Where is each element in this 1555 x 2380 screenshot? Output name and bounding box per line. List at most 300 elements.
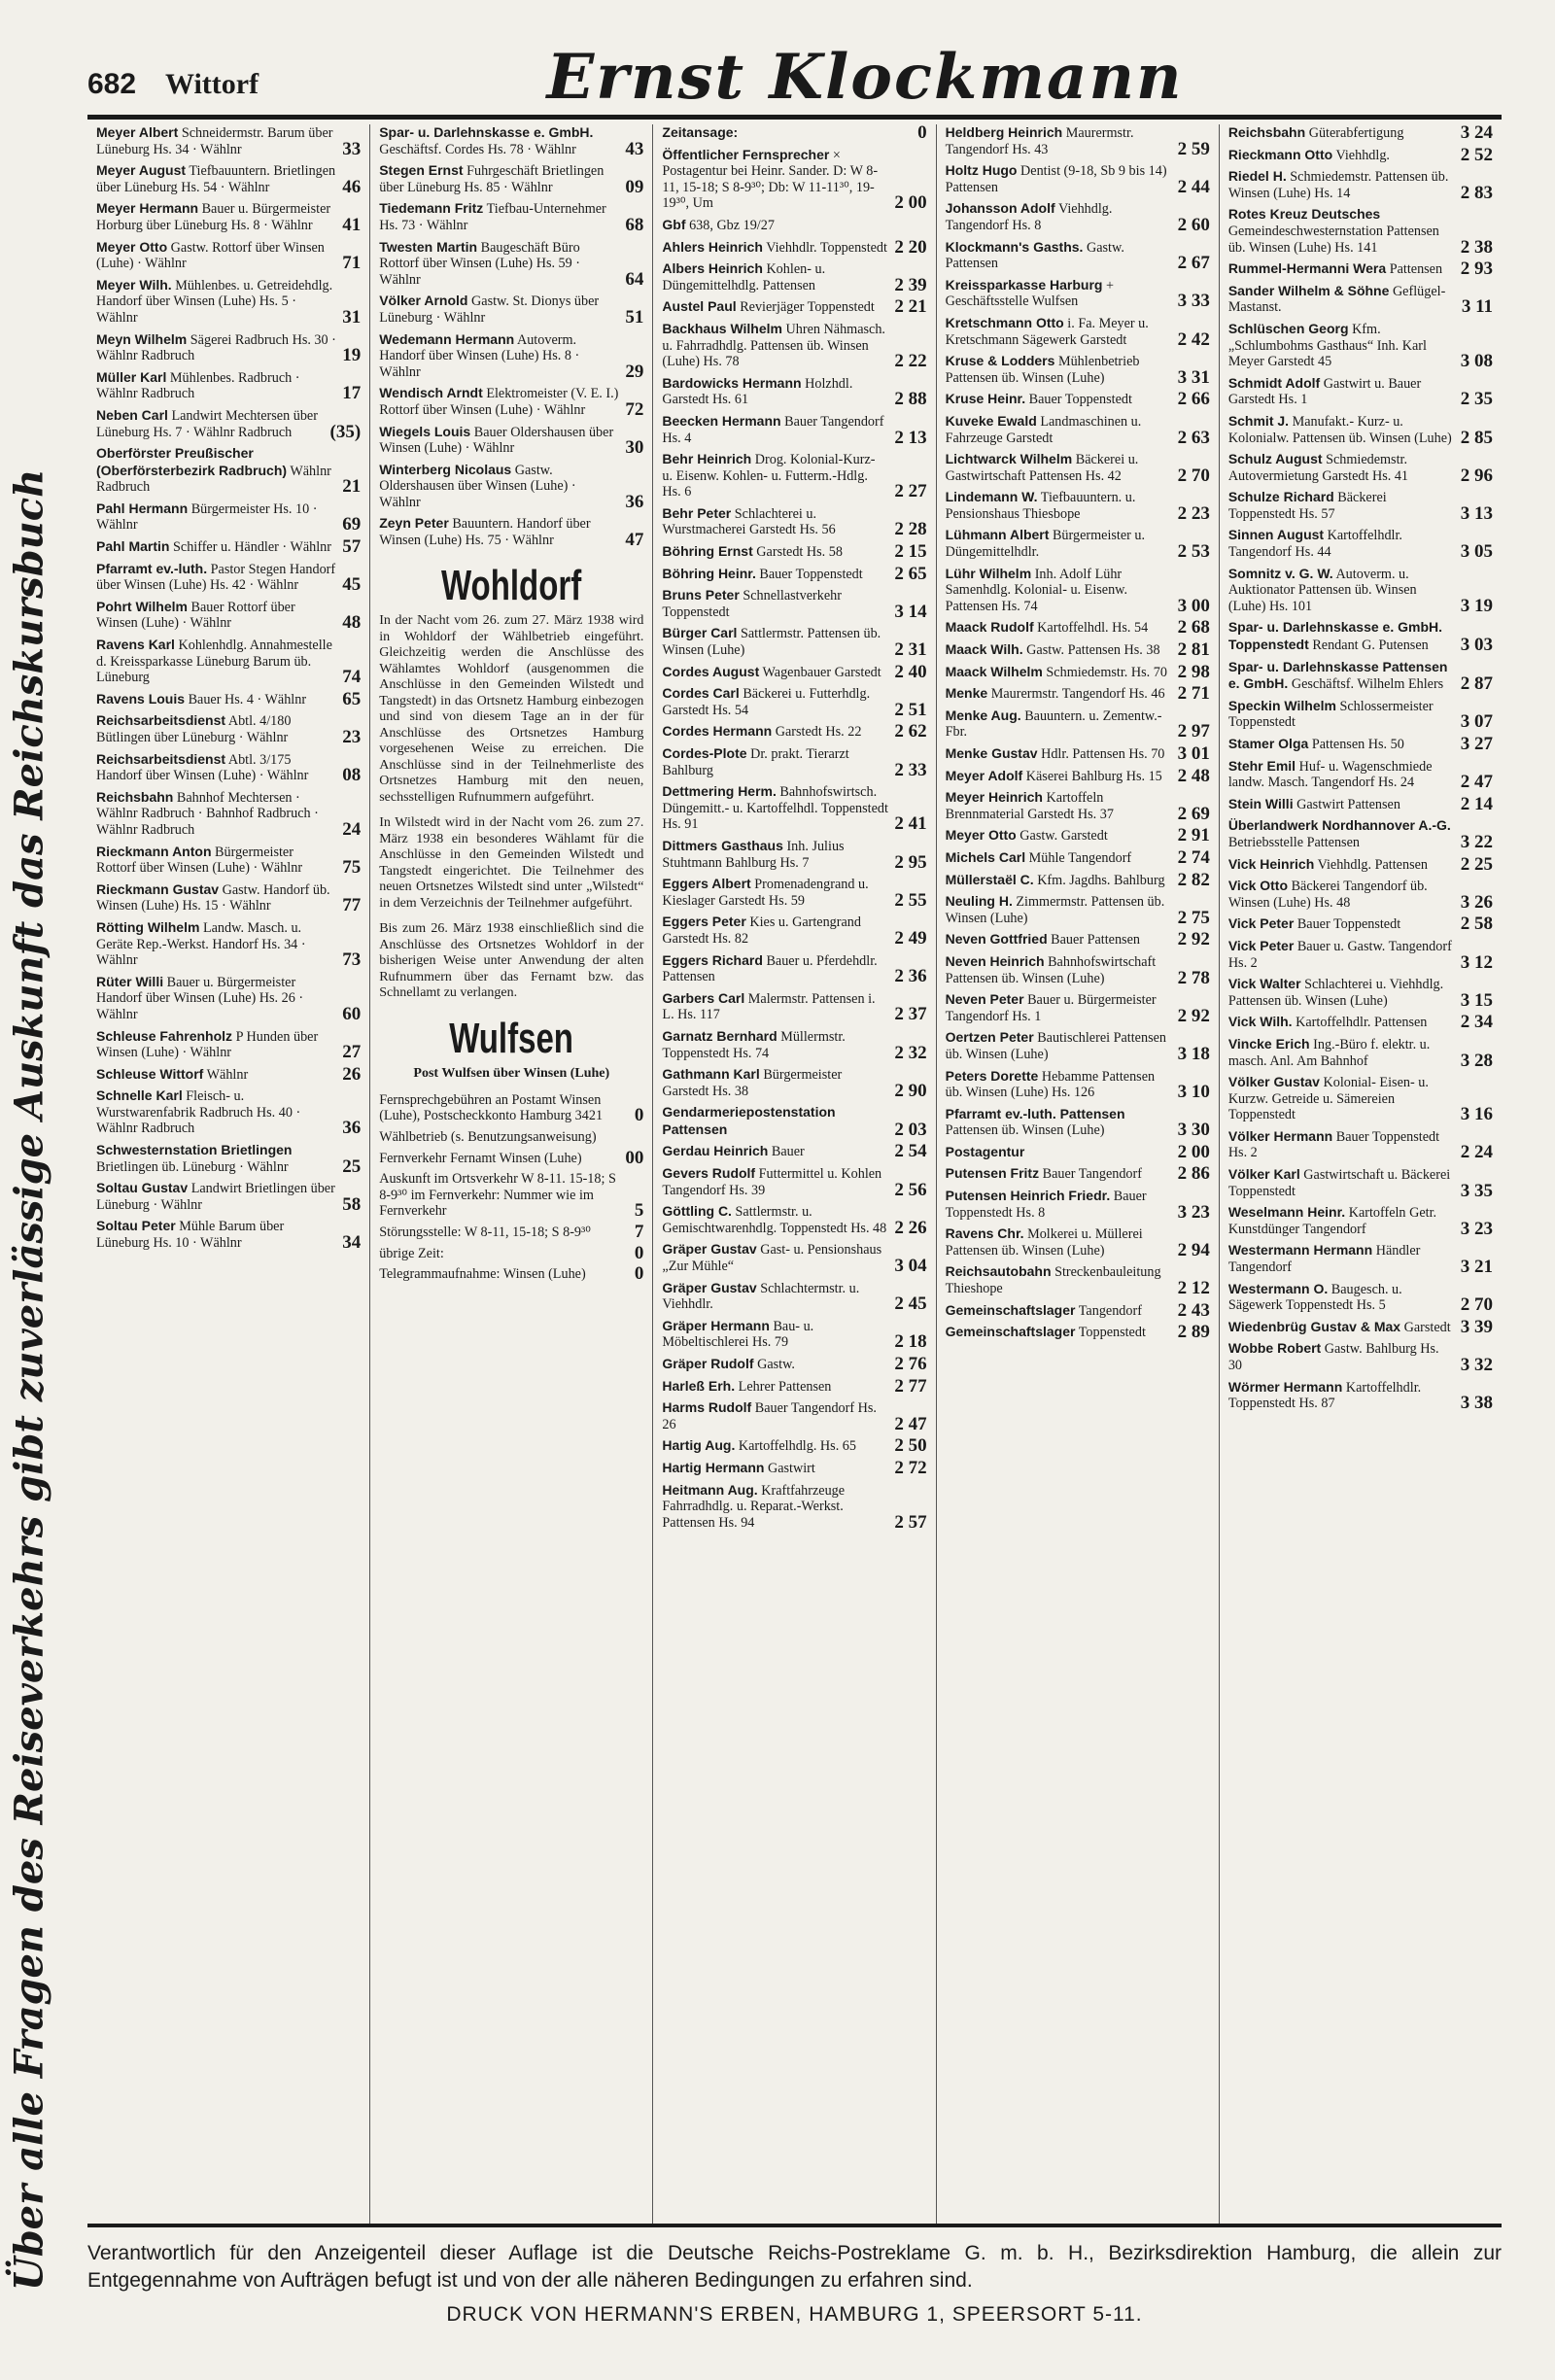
entry-details: Pastor Stegen Handorf über Winsen (Luhe) Hs. 42 · Wählnr <box>96 561 336 594</box>
entry-details: Baugeschäft Büro Rottorf über Winsen (Luhe) Hs. 59 · Wählnr <box>379 239 581 288</box>
entry-text <box>946 353 1172 386</box>
entry-details: Gastwirt <box>767 1460 815 1476</box>
entry-details: Wagenbauer Garstedt <box>762 664 881 680</box>
entry-details: Dr. prakt. Tierarzt Bahlburg <box>662 746 849 778</box>
entry-phone-number: 2 78 <box>1177 967 1210 988</box>
entry-text <box>96 331 336 364</box>
entry-phone-number: 2 76 <box>894 1354 927 1374</box>
entry-name: Soltau Gustav <box>96 1180 189 1196</box>
directory-entry <box>1228 878 1493 911</box>
entry-name: Kruse Heinr. <box>945 391 1026 407</box>
entry-text <box>662 1203 888 1236</box>
entry-details: Bauer u. Gastw. Tangendorf Hs. 2 <box>1227 938 1452 971</box>
entry-name: Eggers Richard <box>662 951 763 968</box>
entry-phone-number: 77 <box>342 895 362 916</box>
entry-name: Hartig Hermann <box>662 1459 765 1475</box>
entry-phone-number: 2 49 <box>894 927 927 949</box>
directory-entry <box>946 619 1210 637</box>
entry-text <box>1228 1204 1455 1237</box>
entry-text <box>1228 1319 1455 1336</box>
entry-details: Gastw. <box>757 1357 795 1372</box>
entry-details: Bürgermeister u. Düngemittelhdlr. <box>945 528 1146 561</box>
directory-entry <box>946 353 1210 386</box>
entry-text <box>379 1246 629 1262</box>
entry-details: i. Fa. Meyer u. Kretschmann Sägewerk Garstedt <box>945 315 1149 348</box>
entry-details: Kfm. Jagdhs. Bahlburg <box>1037 872 1165 888</box>
entry-name: Schwesternstation Brietlingen <box>96 1142 293 1158</box>
entry-phone-number: 3 21 <box>1460 1257 1494 1278</box>
entry-details: Mühlenbetrieb Pattensen üb. Winsen (Luhe) <box>945 354 1140 386</box>
directory-entry <box>946 707 1210 741</box>
entry-details: Bauer Pattensen <box>1051 932 1140 949</box>
directory-entry <box>946 277 1210 310</box>
directory-entry <box>1227 1316 1494 1337</box>
entry-text <box>662 664 888 681</box>
entry-name: Vick Walter <box>1227 976 1301 992</box>
directory-entry <box>662 1399 926 1432</box>
entry-details: Zimmermstr. Pattensen üb. Winsen (Luhe) <box>945 894 1165 926</box>
entry-details: Kies u. Gartengrand Garstedt Hs. 82 <box>662 914 861 947</box>
entry-details: Malermstr. Pattensen i. L. Hs. 117 <box>662 990 876 1023</box>
entry-name: Meyer Otto <box>945 827 1017 844</box>
entry-phone-number: 3 19 <box>1460 595 1494 616</box>
entry-text <box>379 385 619 418</box>
entry-text <box>946 200 1172 233</box>
directory-entry <box>1227 793 1494 814</box>
entry-phone-number: 2 32 <box>894 1042 927 1063</box>
entry-phone-number: 2 69 <box>1177 803 1210 824</box>
entry-details: Gastw. Rottorf über Winsen (Luhe) · Wählnr <box>96 239 325 272</box>
directory-entry <box>1227 144 1494 165</box>
entry-name: Soltau Peter <box>96 1218 176 1234</box>
directory-entry <box>946 391 1210 408</box>
entry-details: Bauer Toppenstedt <box>1296 916 1401 933</box>
entry-phone-number: 3 08 <box>1460 351 1494 372</box>
entry-details: Viehhdlr. Toppenstedt <box>766 239 887 256</box>
directory-entry <box>1228 206 1493 256</box>
entry-phone-number: 2 63 <box>1177 427 1210 448</box>
entry-phone-number: 2 13 <box>894 427 927 448</box>
entry-text <box>662 147 888 212</box>
entry-text <box>946 619 1172 637</box>
entry-details: Fernverkehr Fernamt Winsen (Luhe) <box>379 1150 582 1166</box>
entry-name: Somnitz v. G. W. <box>1227 565 1333 581</box>
entry-phone-number: 2 65 <box>894 563 927 584</box>
directory-entry <box>379 424 643 457</box>
entry-name: Meyer Wilh. <box>96 276 172 293</box>
entry-name: Rotes Kreuz Deutsches <box>1227 206 1381 223</box>
entry-name: Lindemann W. <box>945 489 1038 505</box>
directory-columns <box>87 124 1502 2224</box>
entry-name: Stein Willi <box>1227 795 1294 811</box>
directory-entry <box>662 1143 926 1160</box>
entry-name: Putensen Heinrich Friedr. <box>945 1188 1111 1204</box>
entry-phone-number: 34 <box>342 1232 362 1254</box>
entry-name: Spar- u. Darlehnskasse e. GmbH. <box>379 124 594 140</box>
entry-phone-number: 41 <box>342 214 362 235</box>
entry-phone-number: 2 71 <box>1177 683 1210 705</box>
entry-phone-number: 3 14 <box>894 601 927 622</box>
entry-details: Inh. Adolf Lühr Samenhdlg. Kolonial- u. Eisenw. Pattensen Hs. 74 <box>945 566 1128 614</box>
entry-text <box>662 685 888 718</box>
directory-entry <box>379 200 643 233</box>
directory-entry <box>662 321 926 370</box>
entry-phone-number: 21 <box>342 476 362 498</box>
directory-column-2 <box>370 124 653 2224</box>
entry-name: Backhaus Wilhelm <box>662 320 782 336</box>
entry-phone-number: 2 87 <box>1460 673 1494 695</box>
directory-entry <box>379 1129 643 1146</box>
directory-entry <box>96 844 361 877</box>
entry-name: Garbers Carl <box>662 989 745 1006</box>
directory-column-5 <box>1220 124 1502 2224</box>
entry-details: Bautischlerei Pattensen üb. Winsen (Luhe) <box>945 1030 1166 1062</box>
directory-entry <box>1228 260 1493 278</box>
entry-phone-number: 43 <box>625 138 644 159</box>
entry-phone-number: 2 96 <box>1460 465 1494 486</box>
directory-entry <box>946 1068 1210 1101</box>
entry-text <box>379 162 619 195</box>
entry-name: Cordes August <box>662 663 760 679</box>
entry-phone-number: 7 <box>634 1222 644 1242</box>
entry-text <box>1228 976 1455 1009</box>
directory-entry <box>662 1457 927 1478</box>
entry-name: Neven Peter <box>945 991 1024 1008</box>
entry-details: Tiefbauuntern. Brietlingen über Lüneburg Hs. 54 · Wählnr <box>96 163 336 195</box>
entry-details: Gastw. Handorf üb. Winsen (Luhe) Hs. 15 · Wählnr <box>96 881 330 914</box>
directory-entry <box>946 641 1210 659</box>
entry-text <box>662 1143 888 1160</box>
entry-text <box>96 712 336 745</box>
directory-entry <box>662 543 926 561</box>
entry-phone-number: (35) <box>329 421 362 442</box>
entry-text <box>96 1087 336 1137</box>
entry-phone-number: 2 22 <box>894 351 927 372</box>
directory-entry <box>662 876 926 909</box>
entry-phone-number: 2 48 <box>1177 765 1210 786</box>
entry-text <box>1228 796 1455 813</box>
entry-name: Menke <box>945 685 988 702</box>
entry-phone-number: 2 12 <box>1177 1278 1210 1299</box>
directory-entry <box>662 505 926 538</box>
entry-text <box>96 637 336 686</box>
directory-entry <box>662 217 926 234</box>
directory-entry <box>662 1028 926 1061</box>
entry-phone-number: 3 27 <box>1460 734 1494 754</box>
directory-entry <box>662 451 926 500</box>
directory-entry <box>96 500 361 534</box>
entry-text <box>946 1144 1172 1161</box>
directory-entry <box>379 385 643 418</box>
entry-text <box>662 124 912 142</box>
entry-phone-number: 2 23 <box>1177 502 1210 524</box>
directory-entry <box>1228 698 1493 731</box>
entry-name: Gevers Rudolf <box>662 1165 756 1182</box>
entry-details: Kartoffelhdl. Hs. 54 <box>1037 620 1149 637</box>
entry-phone-number: 2 15 <box>894 541 927 563</box>
entry-details: Schmiedemstr. Hs. 70 <box>1046 664 1167 680</box>
entry-text <box>946 277 1172 310</box>
entry-phone-number: 60 <box>342 1003 362 1024</box>
entry-text <box>946 1106 1172 1139</box>
directory-entry <box>662 587 926 620</box>
directory-entry <box>946 1106 1210 1139</box>
entry-name: Zeitansage: <box>662 124 739 140</box>
entry-phone-number: 3 13 <box>1460 502 1494 524</box>
entry-phone-number: 30 <box>625 437 644 459</box>
entry-phone-number: 2 25 <box>1460 853 1494 875</box>
entry-phone-number: 31 <box>342 306 362 328</box>
entry-name: Sander Wilhelm & Söhne <box>1227 282 1390 298</box>
entry-phone-number: 2 92 <box>1177 1005 1210 1026</box>
entry-name: Zeyn Peter <box>379 515 449 532</box>
entry-name: Völker Gustav <box>1227 1074 1320 1090</box>
directory-entry <box>96 1087 361 1137</box>
directory-entry <box>1228 1281 1493 1314</box>
entry-details: Kartoffelhdlr. Pattensen <box>1296 1015 1428 1031</box>
entry-name: Schleuse Wittorf <box>96 1065 204 1082</box>
directory-entry <box>946 315 1210 348</box>
entry-name: Peters Dorette <box>945 1067 1039 1084</box>
entry-phone-number: 3 10 <box>1177 1082 1210 1103</box>
entry-text <box>662 566 888 583</box>
entry-phone-number: 2 47 <box>1460 772 1494 793</box>
entry-text <box>662 1066 888 1099</box>
entry-details: Ing.-Büro f. elektr. u. masch. Anl. Am Bahnhof <box>1227 1036 1431 1069</box>
entry-name: Überlandwerk Nordhannover A.-G. <box>1227 817 1451 834</box>
entry-details: Bauer Toppenstedt <box>1028 392 1132 408</box>
entry-phone-number: 2 44 <box>1177 176 1210 197</box>
entry-text <box>946 566 1172 615</box>
directory-entry <box>662 1203 926 1236</box>
entry-details: Landmaschinen u. Fahrzeuge Garstedt <box>945 413 1142 446</box>
entry-text <box>662 1399 888 1432</box>
entry-name: Stehr Emil <box>1227 757 1296 774</box>
entry-phone-number: 2 57 <box>894 1511 927 1533</box>
directory-entry <box>96 1028 361 1061</box>
entry-phone-number: 3 26 <box>1460 891 1494 913</box>
directory-entry <box>379 239 643 289</box>
entry-name: Pohrt Wilhelm <box>96 598 188 614</box>
entry-phone-number: 2 70 <box>1177 465 1210 486</box>
entry-name: Weselmann Heinr. <box>1227 1204 1346 1221</box>
entry-text <box>96 162 336 195</box>
entry-details: Bauer Hs. 4 · Wählnr <box>188 691 307 707</box>
directory-entry <box>379 1224 643 1241</box>
entry-text <box>946 413 1172 446</box>
entry-details: Bauer <box>771 1144 805 1160</box>
directory-entry <box>1228 659 1493 693</box>
directory-entry <box>96 789 361 839</box>
directory-entry <box>946 1324 1210 1341</box>
entry-text <box>1228 206 1455 256</box>
entry-text <box>946 827 1172 845</box>
entry-phone-number: 2 40 <box>894 661 927 682</box>
entry-name: Gbf <box>662 216 686 232</box>
entry-name: Reichsbahn <box>96 788 174 805</box>
entry-phone-number: 3 22 <box>1460 831 1494 852</box>
entry-details: Rendant G. Putensen <box>1312 638 1429 654</box>
entry-text <box>1228 566 1455 615</box>
entry-text <box>946 1263 1172 1296</box>
directory-entry <box>96 1218 362 1254</box>
directory-entry <box>379 1242 644 1263</box>
entry-name: Behr Peter <box>662 504 732 521</box>
entry-phone-number: 3 30 <box>1177 1120 1210 1141</box>
entry-details: Bäckerei Tangendorf üb. Winsen (Luhe) Hs. 48 <box>1227 879 1428 911</box>
entry-details: Kolonial- Eisen- u. Kurzw. Getreide u. Sämereien Toppenstedt <box>1227 1075 1429 1123</box>
entry-phone-number: 3 07 <box>1460 711 1494 733</box>
directory-entry <box>96 688 362 709</box>
entry-details: Bürgermeister Rottorf über Winsen (Luhe) · Wählnr <box>96 844 303 877</box>
entry-phone-number: 2 18 <box>894 1331 927 1353</box>
entry-text <box>946 849 1172 867</box>
entry-phone-number: 3 11 <box>1461 296 1494 318</box>
entry-text <box>662 783 888 833</box>
entry-phone-number: 2 95 <box>894 851 927 873</box>
entry-text <box>96 561 336 594</box>
entry-text <box>662 1460 888 1477</box>
entry-name: Winterberg Nicolaus <box>379 461 512 477</box>
entry-phone-number: 2 28 <box>894 519 927 540</box>
entry-phone-number: 3 15 <box>1460 989 1494 1011</box>
entry-name: Wobbe Robert <box>1227 1340 1322 1357</box>
entry-text <box>662 1482 888 1532</box>
entry-name: Johansson Adolf <box>945 200 1055 217</box>
entry-name: Schmidt Adolf <box>1227 374 1321 391</box>
entry-details: Lehrer Pattensen <box>738 1378 832 1395</box>
entry-text <box>96 844 336 877</box>
wulfsen-info-lines <box>379 1092 643 1283</box>
entry-text <box>946 953 1172 986</box>
entry-name: Garnatz Bernhard <box>662 1027 778 1044</box>
entry-phone-number: 2 24 <box>1460 1142 1494 1163</box>
entry-text <box>662 413 888 446</box>
entry-name: Vick Otto <box>1227 878 1289 894</box>
entry-text <box>1228 1379 1455 1412</box>
entry-name: Maack Wilhelm <box>945 663 1043 679</box>
entry-name: Meyer Adolf <box>945 767 1023 783</box>
entry-name: Pahl Hermann <box>96 500 189 516</box>
directory-entry <box>96 712 361 745</box>
entry-phone-number: 2 03 <box>894 1119 927 1140</box>
entry-name: Putensen Fritz <box>945 1165 1040 1182</box>
directory-entry <box>945 1141 1210 1162</box>
entry-details: Abtl. 3/175 Handorf über Winsen (Luhe) · Wählnr <box>96 751 309 784</box>
entry-details: Tiefbauuntern. u. Pensionshaus Thiesbope <box>945 490 1136 522</box>
directory-entry <box>662 147 926 212</box>
entry-details: Störungsstelle: W 8-11, 15-18; S 8-9³⁰ <box>379 1224 591 1240</box>
entry-name: Rieckmann Gustav <box>96 880 220 897</box>
entry-text <box>96 751 336 784</box>
entry-text <box>1228 1128 1455 1161</box>
directory-entry <box>96 637 361 686</box>
entry-text <box>379 331 619 381</box>
entry-name: Westermann Hermann <box>1227 1242 1373 1259</box>
entry-phone-number: 2 56 <box>894 1179 927 1200</box>
directory-entry <box>1228 1340 1493 1373</box>
entry-phone-number: 2 51 <box>894 699 927 720</box>
directory-entry <box>96 974 361 1023</box>
entry-text <box>662 625 888 658</box>
entry-phone-number: 3 04 <box>894 1256 927 1277</box>
entry-details: Kohlenhdlg. Annahmestelle d. Kreissparkasse Lüneburg Barum üb. Lüneburg <box>96 638 332 686</box>
directory-entry <box>946 745 1210 763</box>
entry-details: Güterabfertigung <box>1308 125 1404 141</box>
entry-name: Beecken Hermann <box>662 412 781 429</box>
entry-phone-number: 2 91 <box>1177 825 1210 846</box>
entry-details: Pattensen üb. Winsen (Luhe) <box>945 1122 1105 1139</box>
entry-name: Wedemann Hermann <box>379 330 515 347</box>
directory-entry <box>946 451 1210 484</box>
place-heading: Wittorf <box>165 68 259 100</box>
entry-phone-number: 0 <box>634 1105 644 1126</box>
entry-details: Bauer Tangendorf Hs. 4 <box>662 413 884 446</box>
entry-name: Menke Gustav <box>945 745 1038 761</box>
entry-text <box>96 1142 336 1175</box>
directory-entry <box>96 407 361 440</box>
entry-name: Rieckmann Anton <box>96 843 212 859</box>
entry-details: Mühle Barum über Lüneburg Hs. 10 · Wählnr <box>96 1219 285 1252</box>
entry-details: Wählbetrieb (s. Benutzungsanweisung) <box>379 1129 597 1146</box>
entry-name: Schulze Richard <box>1227 489 1334 505</box>
entry-text <box>662 1165 888 1198</box>
entry-phone-number: 3 38 <box>1460 1393 1494 1414</box>
entry-phone-number: 2 53 <box>1177 541 1210 563</box>
entry-details: Landw. Masch. u. Geräte Rep.-Werkst. Handorf Hs. 34 · Wählnr <box>96 919 306 969</box>
entry-details: Bauer Rottorf über Winsen (Luhe) · Wählnr <box>96 599 295 632</box>
entry-text <box>946 1188 1172 1221</box>
directory-entry <box>96 124 361 157</box>
entry-name: Pfarramt ev.-luth. <box>96 560 208 576</box>
directory-entry <box>1228 915 1493 933</box>
directory-entry <box>379 1092 643 1124</box>
entry-details: Bauer u. Bürgermeister Handorf über Winsen (Luhe) Hs. 26 · Wählnr <box>96 974 304 1022</box>
entry-details: Toppenstedt <box>1078 1325 1146 1341</box>
entry-details: Bauer u. Bürgermeister Tangendorf Hs. 1 <box>945 992 1157 1024</box>
entry-text <box>96 789 336 839</box>
directory-entry <box>945 1299 1210 1321</box>
entry-name: Bürger Carl <box>662 625 738 641</box>
entry-text <box>1228 527 1455 560</box>
directory-entry <box>96 599 361 632</box>
entry-details: Garstedt <box>1403 1319 1451 1335</box>
directory-entry <box>945 765 1210 786</box>
entry-text <box>662 260 888 293</box>
directory-entry <box>946 200 1210 233</box>
entry-phone-number: 51 <box>625 306 644 328</box>
entry-details: Gastw. Pattensen Hs. 38 <box>1026 642 1160 659</box>
entry-details: Huf- u. Wagenschmiede landw. Masch. Tangendorf Hs. 24 <box>1227 758 1433 791</box>
entry-name: Gräper Hermann <box>662 1317 770 1333</box>
entry-phone-number: 36 <box>625 491 644 512</box>
directory-entry <box>96 277 361 327</box>
entry-text <box>96 599 336 632</box>
directory-entry <box>946 162 1210 195</box>
entry-name: Schleuse Fahrenholz <box>96 1027 233 1044</box>
entry-name: Gathmann Karl <box>662 1066 760 1083</box>
entry-details: Bauer Toppenstedt Hs. 8 <box>945 1189 1147 1221</box>
entry-text <box>946 124 1172 157</box>
directory-entry <box>96 561 361 594</box>
entry-name: Ravens Karl <box>96 637 175 653</box>
entry-phone-number: 2 45 <box>894 1293 927 1315</box>
directory-entry <box>946 566 1210 615</box>
entry-text <box>379 1266 629 1283</box>
entry-phone-number: 75 <box>342 857 362 879</box>
directory-entry <box>662 914 926 947</box>
entry-phone-number: 2 77 <box>894 1375 927 1397</box>
